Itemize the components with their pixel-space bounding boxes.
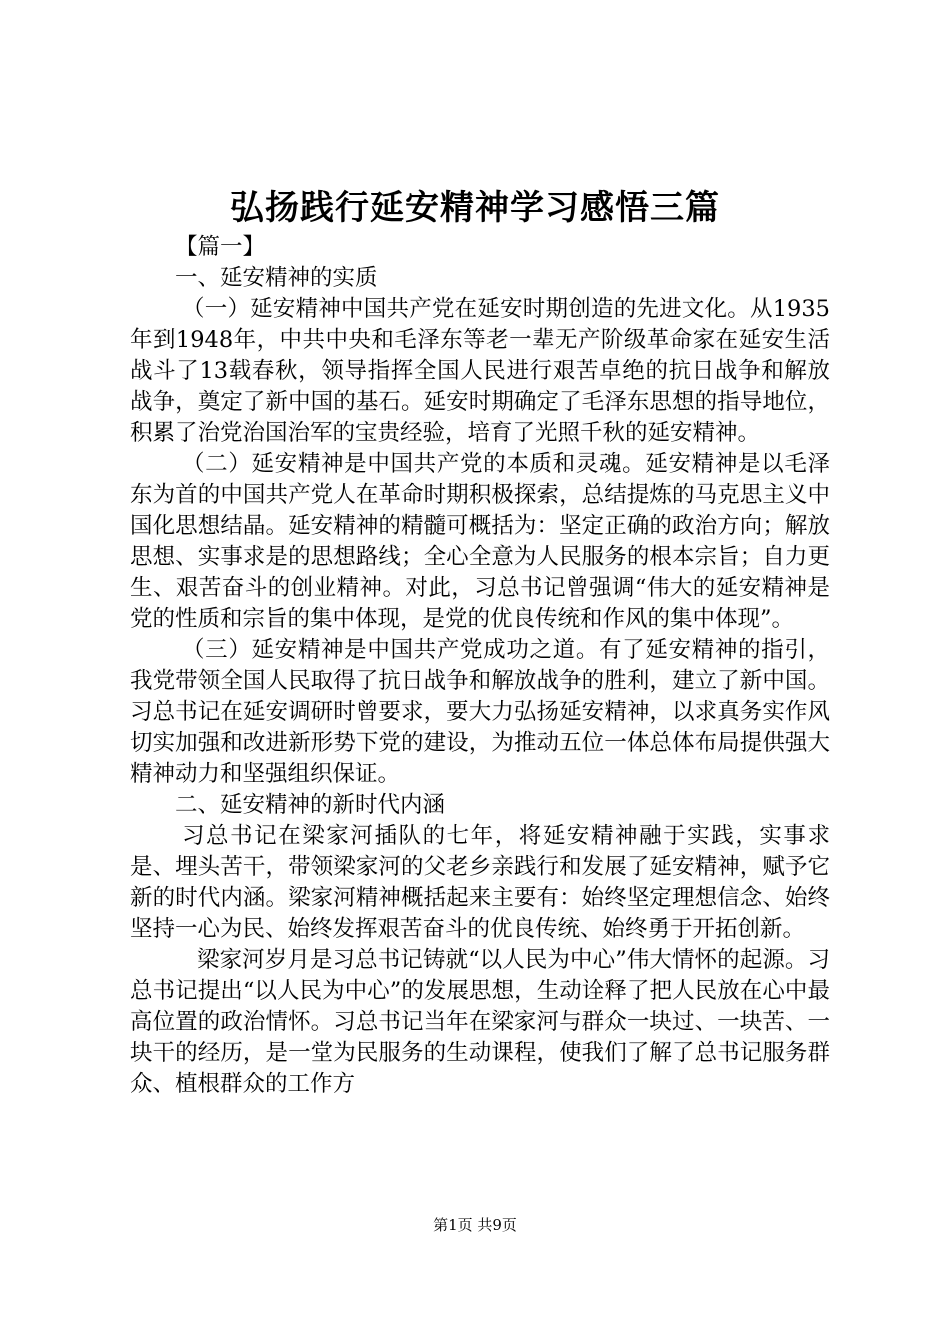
paragraph: （一）延安精神中国共产党在延安时期创造的先进文化。从1935年到1948年，中共中央和毛泽东等老一辈无产阶级革命家在延安生活战斗了13载春秋，领导指挥全国人民进行艰苦卓绝的抗日战争和解放战争，奠定了新中国的基石。延安时期确定了毛泽东思想的指导地位，积累了治党治国治军的宝贵经验，培育了光照千秋的延安精神。 <box>130 296 830 446</box>
paragraph: （三）延安精神是中国共产党成功之道。有了延安精神的指引，我党带领全国人民取得了抗日战争和解放战争的胜利，建立了新中国。习总书记在延安调研时曾要求，要大力弘扬延安精神，以求真务实作风切实加强和改进新形势下党的建设，为推动五位一体总体布局提供强大精神动力和坚强组织保证。 <box>130 637 830 787</box>
section-label: 【篇一】 <box>175 234 266 260</box>
paragraph: 习总书记在梁家河插队的七年，将延安精神融于实践，实事求是、埋头苦干，带领梁家河的父老乡亲践行和发展了延安精神，赋予它新的时代内涵。梁家河精神概括起来主要有：始终坚定理想信念、始终坚持一心为民、始终发挥艰苦奋斗的优良传统、始终勇于开拓创新。 <box>130 823 830 942</box>
paragraph: （二）延安精神是中国共产党的本质和灵魂。延安精神是以毛泽东为首的中国共产党人在革命时期积极探索，总结提炼的马克思主义中国化思想结晶。延安精神的精髓可概括为：坚定正确的政治方向；解放思想、实事求是的思想路线；全心全意为人民服务的根本宗旨；自力更生、艰苦奋斗的创业精神。对此，习总书记曾强调“伟大的延安精神是党的性质和宗旨的集中体现，是党的优良传统和作风的集中体现”。 <box>130 451 830 632</box>
section-heading: 二、延安精神的新时代内涵 <box>175 792 446 818</box>
document-title: 弘扬践行延安精神学习感悟三篇 <box>230 188 720 228</box>
page-number: 第1页 共9页 <box>433 1216 517 1234</box>
paragraph: 梁家河岁月是习总书记铸就“以人民为中心”伟大情怀的起源。习总书记提出“以人民为中心”的发展思想，生动诠释了把人民放在心中最高位置的政治情怀。习总书记当年在梁家河与群众一块过、一块苦、一块干的经历，是一堂为民服务的生动课程，使我们了解了总书记服务群众、植根群众的工作方 <box>130 947 830 1097</box>
document-body <box>130 232 830 1100</box>
section-heading: 一、延安精神的实质 <box>175 265 378 291</box>
